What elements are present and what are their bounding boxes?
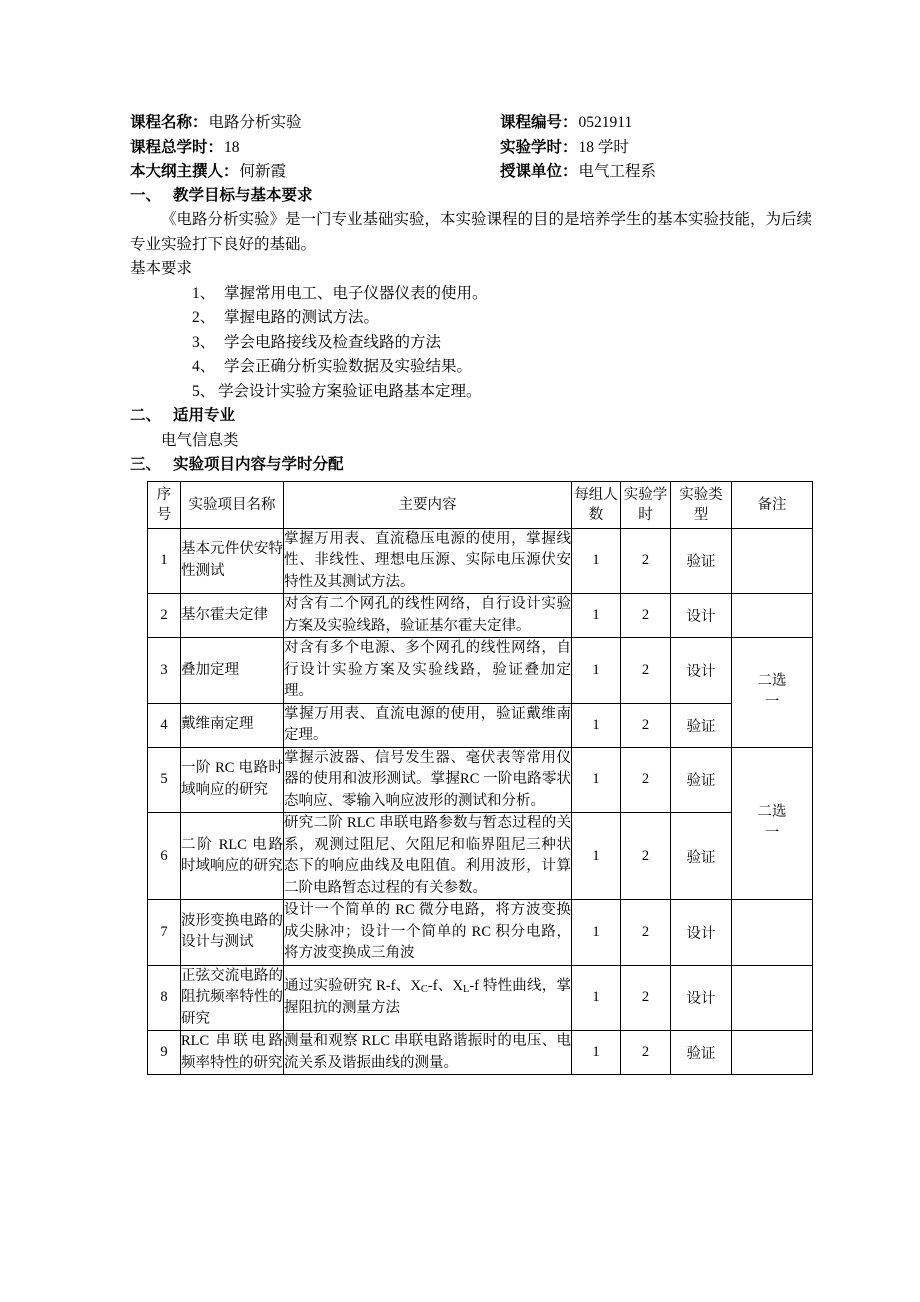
- header-remarks: 备注: [732, 481, 813, 528]
- section-three-title: 实验项目内容与学时分配: [173, 456, 344, 473]
- cell-serial-no: 3: [148, 638, 181, 704]
- total-hours-value: 18: [224, 138, 240, 156]
- section-three-number: 三、: [130, 456, 162, 473]
- header-people-per-group: 每组人数: [572, 481, 621, 528]
- cell-remarks-merged: [732, 638, 813, 748]
- cell-project-name: 二阶 RLC 电路时域响应的研究: [181, 813, 284, 900]
- requirement-text: 掌握电路的测试方法。: [224, 309, 380, 326]
- table-row: [148, 813, 813, 900]
- section-two-title: 适用专业: [173, 407, 236, 424]
- cell-hours: 2: [621, 638, 671, 704]
- cell-hours: 2: [621, 747, 671, 813]
- course-code-value: 0521911: [578, 114, 633, 131]
- cell-serial-no: 6: [148, 813, 181, 900]
- cell-remarks-merged: [732, 747, 813, 900]
- cell-serial-no: 9: [148, 1031, 181, 1075]
- course-code-label: 课程编号：: [500, 114, 578, 131]
- table-row: [148, 965, 813, 1031]
- cell-hours: 2: [621, 1031, 671, 1075]
- cell-type: 验证: [671, 703, 732, 747]
- header-lab-hours: 实验学时: [621, 481, 671, 528]
- cell-serial-no: 4: [148, 703, 181, 747]
- basic-requirements-list: [130, 282, 812, 405]
- cell-type: 验证: [671, 813, 732, 900]
- section-heading-three: [130, 453, 812, 478]
- section-one-paragraph: 《电路分析实验》是一门专业基础实验，本实验课程的目的是培养学生的基本实验技能，为后续专业实验打下良好的基础。: [130, 211, 813, 253]
- cell-hours: 2: [621, 703, 671, 747]
- cell-main-content: 研究二阶 RLC 串联电路参数与暂态过程的关系，观测过阻尼、欠阻尼和临界阻尼三种状态下的响应曲线及电阻值。利用波形，计算二阶电路暂态过程的有关参数。: [284, 813, 572, 900]
- cell-remarks: [732, 900, 813, 966]
- author-label: 本大纲主撰人：: [130, 163, 239, 180]
- lab-hours-field: [500, 135, 629, 157]
- requirement-text: 学会正确分析实验数据及实验结果。: [224, 358, 473, 375]
- cell-remarks: [732, 965, 813, 1031]
- list-item: [130, 380, 812, 405]
- cell-type: 验证: [671, 1031, 732, 1075]
- table-header-row: [148, 481, 813, 528]
- table-row: [148, 528, 813, 594]
- list-item: [130, 331, 812, 356]
- cell-main-content-subscripted: 通过实验研究 R-f、$X_C-f$、$X_L-f$ 特性曲线，掌握阻抗的测量方法: [284, 965, 572, 1031]
- applicable-majors-value: 电气信息类: [161, 431, 239, 449]
- cell-type: 设计: [671, 594, 732, 638]
- cell-type: 设计: [671, 965, 732, 1031]
- requirement-text: 学会电路接线及检查线路的方法: [224, 333, 442, 351]
- department-value: 电气工程系: [578, 163, 657, 180]
- cell-project-name: RLC 串联电路频率特性的研究: [181, 1031, 284, 1075]
- experiment-table-wrapper: [147, 481, 812, 1076]
- cell-people: 1: [572, 528, 621, 594]
- cell-main-content: 对含有多个电源、多个网孔的线性网络，自行设计实验方案及实验线路，验证叠加定理。: [284, 638, 572, 704]
- requirement-number: 1、: [192, 284, 216, 302]
- requirement-number: 3、: [192, 333, 216, 351]
- course-name-label: 课程名称：: [130, 114, 208, 131]
- requirement-number: 5、: [192, 382, 216, 400]
- section-heading-two: [130, 404, 812, 429]
- table-row: [148, 703, 813, 747]
- department-field: [500, 159, 656, 181]
- table-row: [148, 1031, 813, 1075]
- total-hours-field: [130, 135, 500, 157]
- requirement-text: 掌握常用电工、电子仪器仪表的使用。: [224, 284, 488, 302]
- meta-row-1: [130, 110, 812, 135]
- cell-main-content: 对含有二个网孔的线性网络，自行设计实验方案及实验线路，验证基尔霍夫定律。: [284, 594, 572, 638]
- section-one-number: 一、: [130, 186, 162, 204]
- cell-serial-no: 5: [148, 747, 181, 813]
- cell-project-name: 戴维南定理: [181, 703, 284, 747]
- cell-project-name: 基尔霍夫定律: [181, 594, 284, 638]
- cell-people: 1: [572, 638, 621, 704]
- list-item: [130, 306, 812, 331]
- cell-project-name: 一阶 RC 电路时域响应的研究: [181, 747, 284, 813]
- table-row: [148, 594, 813, 638]
- cell-hours: 2: [621, 965, 671, 1031]
- cell-project-name: 正弦交流电路的阻抗频率特性的研究: [181, 965, 284, 1031]
- course-meta-block: [130, 110, 812, 184]
- department-label: 授课单位：: [500, 163, 578, 180]
- cell-project-name: 波形变换电路的设计与测试: [181, 900, 284, 966]
- cell-remarks: [732, 1031, 813, 1075]
- cell-people: 1: [572, 747, 621, 813]
- cell-hours: 2: [621, 900, 671, 966]
- meta-row-2: [130, 135, 812, 160]
- cell-people: 1: [572, 813, 621, 900]
- cell-project-name: 基本元件伏安特性测试: [181, 528, 284, 594]
- cell-serial-no: 7: [148, 900, 181, 966]
- header-main-content: 主要内容: [284, 481, 572, 528]
- cell-main-content: 测量和观察 RLC 串联电路谐振时的电压、电流关系及谐振曲线的测量。: [284, 1031, 572, 1075]
- table-row: [148, 638, 813, 704]
- author-field: [130, 159, 500, 181]
- header-serial-no: 序号: [148, 481, 181, 528]
- course-name-field: [130, 110, 500, 132]
- cell-main-content: 掌握万用表、直流稳压电源的使用，掌握线性、非线性、理想电压源、实际电压源伏安特性及其测试方法。: [284, 528, 572, 594]
- cell-people: 1: [572, 1031, 621, 1075]
- cell-main-content: 掌握示波器、信号发生器、毫伏表等常用仪器的使用和波形测试。掌握RC 一阶电路零状态响应、零输入响应波形的测试和分析。: [284, 747, 572, 813]
- cell-type: 设计: [671, 638, 732, 704]
- author-value: 何新霞: [239, 163, 287, 180]
- cell-people: 1: [572, 703, 621, 747]
- header-project-name: 实验项目名称: [181, 481, 284, 528]
- requirement-text: 学会设计实验方案验证电路基本定理。: [218, 382, 482, 400]
- section-heading-one: [130, 184, 812, 209]
- header-lab-type: 实验类型: [671, 481, 732, 528]
- cell-project-name: 叠加定理: [181, 638, 284, 704]
- meta-row-3: [130, 159, 812, 184]
- basic-requirements-label: 基本要求: [130, 260, 193, 277]
- course-code-field: [500, 110, 632, 132]
- cell-hours: 2: [621, 813, 671, 900]
- cell-type: 设计: [671, 900, 732, 966]
- cell-main-content: 设计一个简单的 RC 微分电路，将方波变换成尖脉冲；设计一个简单的 RC 积分电路，将方波变换成三角波: [284, 900, 572, 966]
- requirement-number: 2、: [192, 309, 216, 326]
- cell-type: 验证: [671, 528, 732, 594]
- experiment-table: [147, 481, 813, 1076]
- table-row: [148, 900, 813, 966]
- cell-serial-no: 1: [148, 528, 181, 594]
- cell-type: 验证: [671, 747, 732, 813]
- cell-serial-no: 8: [148, 965, 181, 1031]
- cell-hours: 2: [621, 594, 671, 638]
- lab-hours-label: 实验学时：: [500, 138, 578, 156]
- cell-people: 1: [572, 594, 621, 638]
- cell-hours: 2: [621, 528, 671, 594]
- course-name-value: 电路分析实验: [208, 114, 302, 131]
- cell-remarks: [732, 594, 813, 638]
- remarks-text: 二选一: [757, 804, 787, 842]
- section-two-number: 二、: [130, 407, 162, 424]
- section-one-title: 教学目标与基本要求: [173, 186, 313, 204]
- cell-remarks: [732, 528, 813, 594]
- list-item: [130, 282, 812, 307]
- lab-hours-value: 18 学时: [578, 138, 629, 156]
- cell-people: 1: [572, 900, 621, 966]
- remarks-text: 二选一: [757, 673, 787, 711]
- table-row: [148, 747, 813, 813]
- list-item: [130, 355, 812, 380]
- cell-main-content: 掌握万用表、直流电源的使用，验证戴维南定理。: [284, 703, 572, 747]
- cell-people: 1: [572, 965, 621, 1031]
- requirement-number: 4、: [192, 358, 216, 375]
- cell-serial-no: 2: [148, 594, 181, 638]
- total-hours-label: 课程总学时：: [130, 138, 224, 156]
